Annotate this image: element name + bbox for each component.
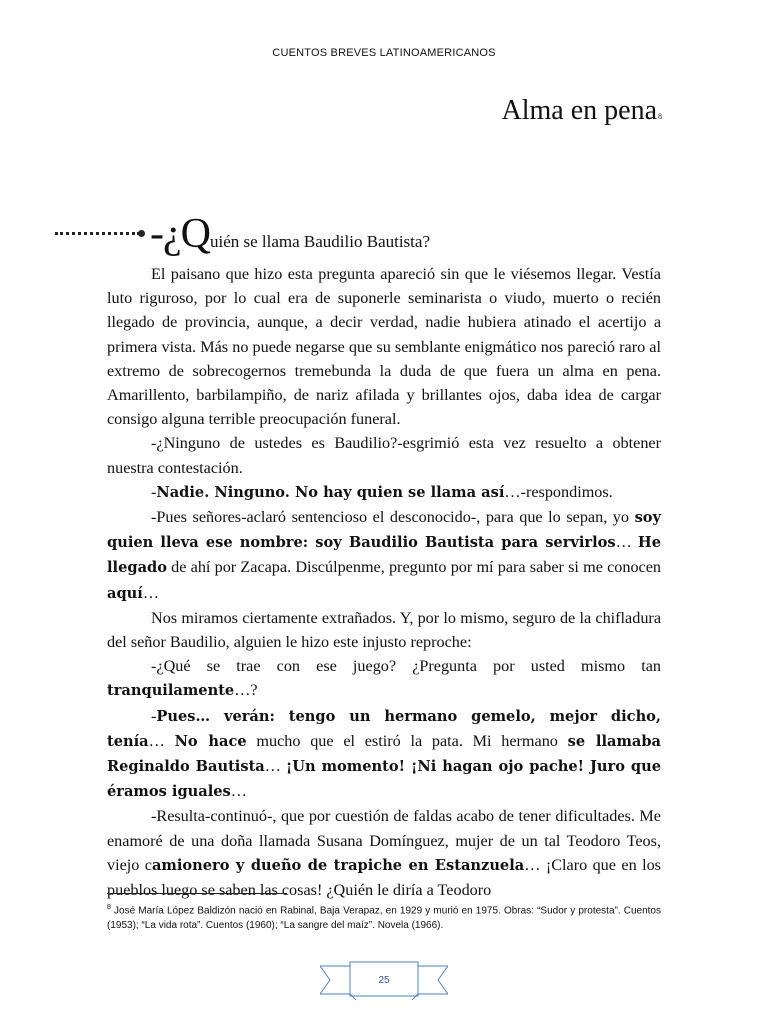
story-title	[502, 94, 663, 128]
text-run: tranquilamente	[107, 682, 235, 700]
text-run: -¿Ninguno de ustedes es Baudilio?-esgrimió esta vez resuelto a obtener nuestra contestación.	[107, 434, 661, 477]
text-run: ¡Un momento! ¡Ni hagan ojo pache! Juro que éramos iguales	[107, 758, 662, 801]
paragraph	[107, 480, 661, 505]
text-run: No hace	[174, 732, 247, 750]
text-run: soy quien lleva ese nombre: soy Baudilio Bautista para servirlos	[107, 509, 661, 552]
text-run: -¿Qué se trae con ese juego? ¿Pregunta por usted mismo tan	[151, 657, 661, 676]
paragraph	[107, 704, 661, 805]
text-run: …	[148, 731, 175, 750]
paragraph	[107, 804, 661, 902]
ribbon-part	[418, 966, 448, 994]
text-run: -Resulta-continuó-, que por cuestión de faldas acabo de tener dificultades. Me enamoré de una doña llamada Susana Domínguez, mujer de un tal Teodoro Teos, viejo c	[107, 807, 661, 874]
text-run: -Pues señores-aclaró sentencioso el desconocido-, para que lo sepan, yo	[151, 508, 635, 527]
text-run: … ¡Claro que en los pueblos luego se saben las cosas! ¿Quién le diría a Teodoro	[107, 855, 661, 900]
footnote	[107, 900, 661, 933]
paragraph	[107, 654, 661, 703]
opening-dash: -¿	[150, 211, 181, 257]
paragraph	[107, 606, 661, 654]
text-run: …-respondimos.	[504, 482, 613, 501]
text-run: aquí	[107, 584, 143, 602]
paragraph	[107, 505, 661, 606]
opening-rest: uién se llama Baudilio Bautista?	[209, 232, 430, 251]
text-run: amionero y dueño de trapiche en Estanzuela	[151, 856, 525, 874]
text-run: mucho que el estiró la pata. Mi hermano	[246, 731, 568, 750]
ribbon-part	[320, 966, 350, 994]
story-title-text: Alma en pena	[501, 95, 657, 126]
dotted-leader	[55, 232, 140, 239]
text-run: se llamaba Reginaldo Bautista	[107, 732, 662, 776]
text-run: …	[142, 583, 160, 602]
footnote-separator	[107, 893, 287, 894]
text-run: Pues… verán: tengo un hermano gemelo, mejor dicho, tenía	[107, 707, 661, 750]
text-run: El paisano que hizo esta pregunta apareció sin que le viésemos llegar. Vestía luto riguroso, por lo cual era de suponerle seminarista o viudo, muerto o recién llegado de provincia, aunque, a decir verdad, nadie hubiera atinado el acertijo a primera vista. Más no puede negarse que su semblante enigmático nos pareció raro al extremo de sobrecogernos tremebunda la duda de que fuera un alma en pena. Amarillento, barbilampiño, de nariz afilada y brillantes ojos, daba idea de cargar consigo alguna terrible preocupación funeral.	[107, 265, 661, 429]
opening-question	[150, 210, 430, 266]
text-run: …	[230, 782, 247, 801]
text-run: -	[151, 706, 157, 725]
footnote-mark: 8	[107, 904, 111, 911]
text-run: …	[264, 757, 286, 776]
footnote-text: José María López Baldizón nació en Rabinal, Baja Verapaz, en 1929 y murió en 1975. Obras: “Sudor y protesta”. Cuentos (1953); “La vida rota”. Cuentos (1960); “La sangre del maíz”. Novela (1966).	[107, 905, 661, 932]
page-number-ribbon	[320, 960, 448, 1002]
opening-line	[0, 210, 700, 258]
text-run: Nadie. Ninguno. No hay quien se llama así	[156, 483, 505, 501]
text-run: …	[615, 533, 638, 552]
page-number: 25	[378, 975, 390, 986]
leader-dot-icon	[138, 230, 145, 237]
text-run: Nos miramos ciertamente extrañados. Y, por lo mismo, seguro de la chifladura del señor Baudilio, alguien le hizo este injusto reproche:	[107, 608, 661, 652]
text-run: He llegado	[107, 534, 661, 577]
title-footnote-mark: 8	[658, 112, 662, 121]
paragraph	[107, 262, 661, 431]
text-run: de ahí por Zacapa. Discúlpenme, pregunto por mí para saber si me conocen	[166, 558, 661, 577]
text-run: -	[151, 482, 157, 501]
story-body	[107, 262, 661, 902]
running-header: CUENTOS BREVES LATINOAMERICANOS	[272, 47, 496, 59]
drop-cap: Q	[180, 211, 210, 257]
paragraph	[107, 431, 661, 479]
text-run: …?	[234, 681, 258, 700]
